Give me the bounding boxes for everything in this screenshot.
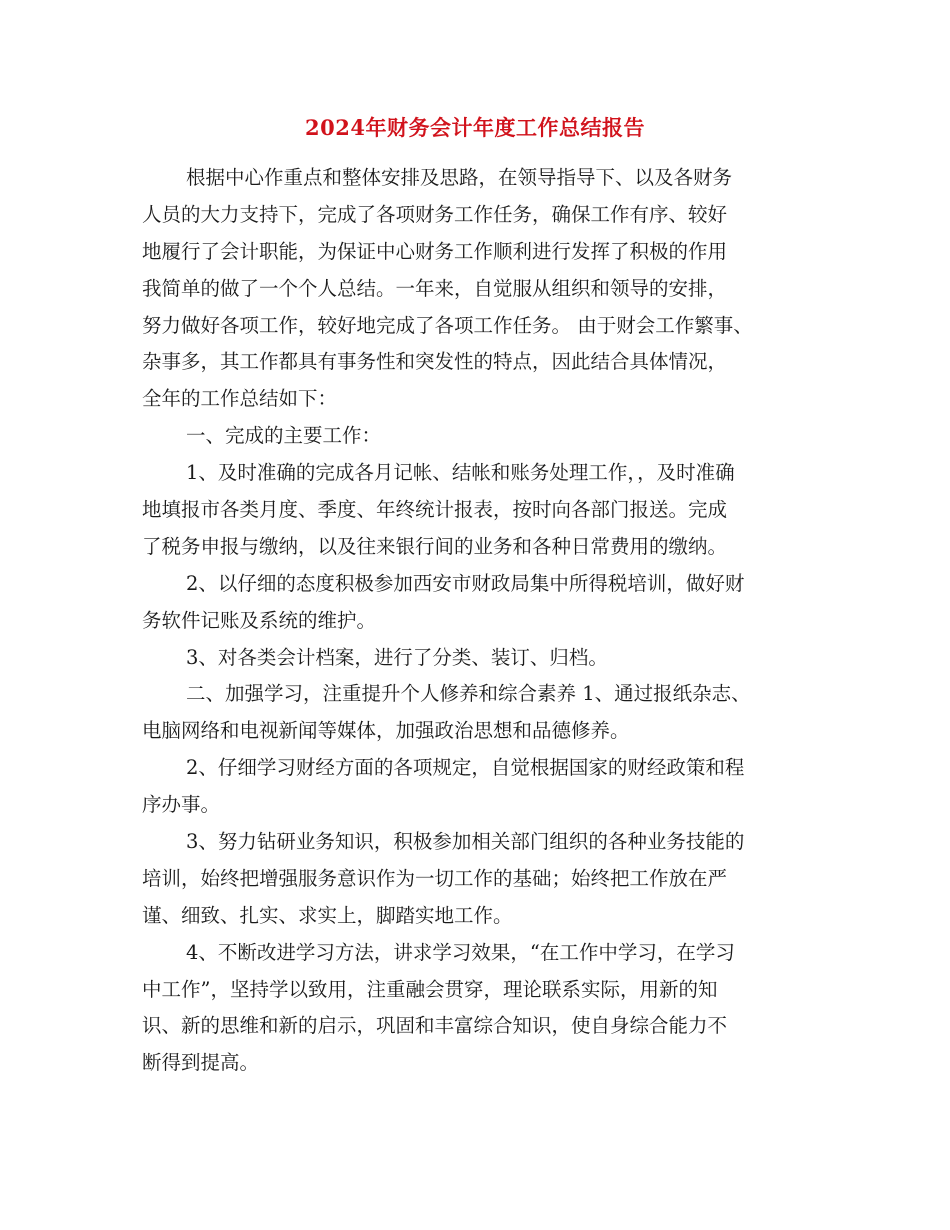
document-line: 4、不断改进学习方法，讲求学习效果，“在工作中学习，在学习 <box>186 940 735 964</box>
document-line: 了税务申报与缴纳，以及往来银行间的业务和各种日常费用的缴纳。 <box>142 534 728 558</box>
document-line: 培训，始终把增强服务意识作为一切工作的基础；始终把工作放在严 <box>142 866 728 890</box>
document-line: 3、对各类会计档案，进行了分类、装订、归档。 <box>186 645 608 669</box>
document-line: 务软件记账及系统的维护。 <box>142 608 377 632</box>
document-title: 2024年财务会计年度工作总结报告 <box>305 115 645 140</box>
document-line: 1、及时准确的完成各月记帐、结帐和账务处理工作，，及时准确 <box>186 461 735 485</box>
document-line: 全年的工作总结如下： <box>142 387 338 411</box>
document-line: 3、努力钻研业务知识，积极参加相关部门组织的各种业务技能的 <box>186 830 745 854</box>
document-body <box>142 160 822 1082</box>
document-line: 一、完成的主要工作： <box>186 424 382 448</box>
document-line: 我简单的做了一个个人总结。一年来，自觉服从组织和领导的安排， <box>142 276 728 300</box>
document-line: 2、仔细学习财经方面的各项规定，自觉根据国家的财经政策和程 <box>186 756 745 780</box>
document-line: 根据中心作重点和整体安排及思路，在领导指导下、以及各财务 <box>186 166 733 189</box>
document-line: 人员的大力支持下，完成了各项财务工作任务，确保工作有序、较好 <box>142 202 728 226</box>
document-line: 地履行了会计职能，为保证中心财务工作顺利进行发挥了积极的作用 <box>142 239 728 263</box>
document-line: 谨、细致、扎实、求实上，脚踏实地工作。 <box>142 903 513 927</box>
document-line: 断得到提高。 <box>142 1051 260 1075</box>
document-line: 中工作”，坚持学以致用，注重融会贯穿，理论联系实际，用新的知 <box>142 977 718 1001</box>
document-line: 地填报市各类月度、季度、年终统计报表，按时向各部门报送。完成 <box>142 498 728 522</box>
document-line: 杂事多，其工作都具有事务性和突发性的特点，因此结合具体情况， <box>142 350 728 374</box>
document-line: 2、以仔细的态度积极参加西安市财政局集中所得税培训，做好财 <box>186 571 745 595</box>
document-line: 序办事。 <box>142 793 221 817</box>
document-line: 努力做好各项工作，较好地完成了各项工作任务。 由于财会工作繁事、 <box>142 313 753 337</box>
document-line: 二、加强学习，注重提升个人修养和综合素养 1、通过报纸杂志、 <box>186 682 751 706</box>
document-line: 识、新的思维和新的启示，巩固和丰富综合知识，使自身综合能力不 <box>142 1014 728 1038</box>
document-line: 电脑网络和电视新闻等媒体，加强政治思想和品德修养。 <box>142 719 630 743</box>
